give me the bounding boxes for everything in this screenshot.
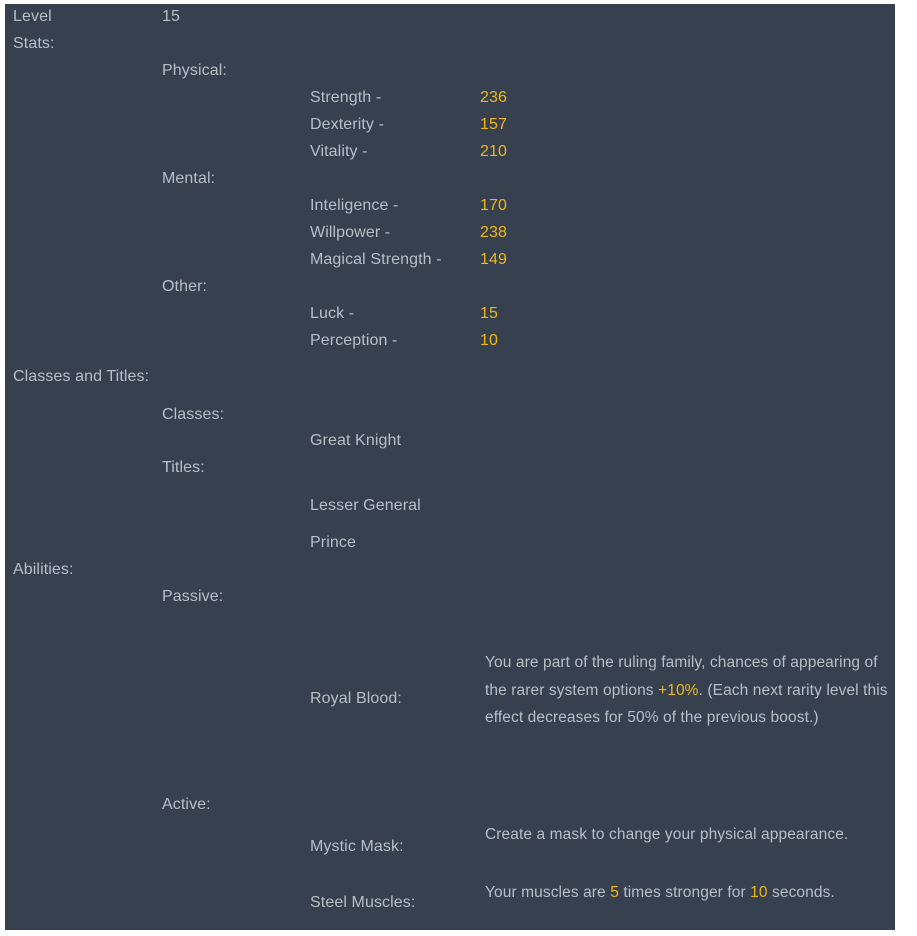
stat-perception-value: 10	[480, 332, 498, 349]
stats-group-physical-label: Physical:	[162, 62, 227, 79]
active-abilities-label: Active:	[162, 796, 211, 813]
stat-dexterity-value: 157	[480, 116, 507, 133]
stat-inteligence-value: 170	[480, 197, 507, 214]
stat-strength-name: Strength -	[310, 89, 382, 106]
stat-strength-value: 236	[480, 89, 507, 106]
ability-mystic-mask-description	[485, 821, 899, 849]
stat-willpower-value: 238	[480, 224, 507, 241]
stat-perception-name: Perception -	[310, 332, 398, 349]
description-text: . (Each next rarity level this effect decreases for 50% of the previous boost.)	[485, 681, 888, 726]
description-highlight: +10%	[658, 681, 699, 699]
description-text: Create a mask to change your physical appearance.	[485, 826, 849, 843]
stat-luck-name: Luck -	[310, 305, 355, 322]
description-text: seconds.	[767, 884, 835, 901]
description-text: times stronger for	[618, 884, 751, 901]
title-item: Lesser General	[310, 497, 421, 514]
stat-magical-strength-value: 149	[480, 251, 507, 268]
classes-label: Classes:	[162, 406, 225, 423]
ability-mystic-mask-name: Mystic Mask:	[310, 838, 404, 855]
description-text: Your muscles are	[485, 884, 611, 901]
stat-vitality-value: 210	[480, 143, 507, 160]
class-item: Great Knight	[310, 432, 402, 449]
stats-label: Stats:	[13, 35, 55, 52]
stat-luck-value: 15	[480, 305, 498, 322]
classes-and-titles-label: Classes and Titles:	[13, 368, 150, 385]
level-value: 15	[162, 8, 180, 25]
stat-magical-strength-name: Magical Strength -	[310, 251, 442, 268]
abilities-label: Abilities:	[13, 561, 74, 578]
title-item: Prince	[310, 534, 356, 551]
stats-group-mental-label: Mental:	[162, 170, 216, 187]
ability-steel-muscles-description	[485, 879, 899, 907]
description-text: You are part of the ruling family, chances of appearing of the rarer system options	[485, 654, 878, 699]
stats-group-other-label: Other:	[162, 278, 208, 295]
description-highlight: 5	[610, 884, 619, 901]
stat-vitality-name: Vitality -	[310, 143, 368, 160]
description-highlight: 10	[750, 884, 768, 901]
ability-royal-blood-name: Royal Blood:	[310, 690, 402, 707]
level-label: Level	[13, 8, 52, 25]
stat-willpower-name: Willpower -	[310, 224, 391, 241]
passive-abilities-label: Passive:	[162, 588, 224, 605]
ability-royal-blood-description	[485, 649, 899, 732]
stat-inteligence-name: Inteligence -	[310, 197, 399, 214]
titles-label: Titles:	[162, 459, 205, 476]
character-status-panel	[5, 4, 895, 930]
stat-dexterity-name: Dexterity -	[310, 116, 384, 133]
ability-steel-muscles-name: Steel Muscles:	[310, 894, 416, 911]
